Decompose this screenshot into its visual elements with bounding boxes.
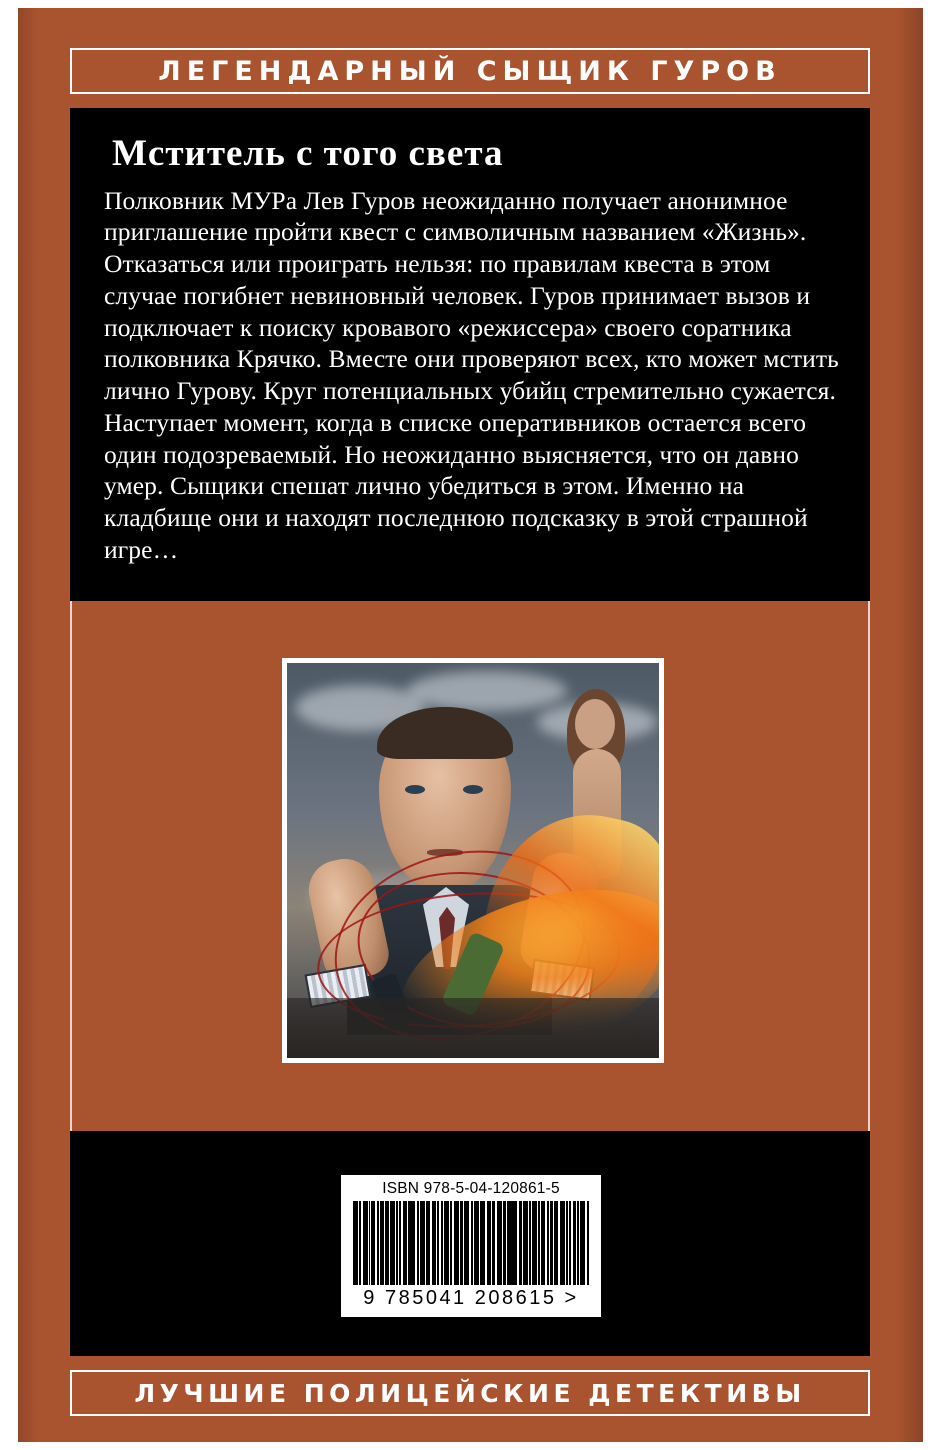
man-right-eye: [463, 785, 483, 794]
series-banner-top: [70, 48, 870, 94]
barcode-digits: 9 785041 208615 >: [363, 1287, 579, 1309]
series-banner-top-label: ЛЕГЕНДАРНЫЙ СЫЩИК ГУРОВ: [158, 55, 782, 87]
artwork-frame: [282, 658, 664, 1063]
book-title: Мститель с того света: [112, 133, 504, 174]
woman-head-shape: [575, 699, 615, 749]
artwork-area: [70, 601, 870, 1131]
cover-left-shading: [18, 8, 38, 1442]
cloud-shape: [407, 671, 567, 711]
barcode: [340, 1174, 602, 1318]
ground-shadow: [287, 998, 659, 1058]
book-cover: [18, 8, 923, 1442]
annotation-panel: [70, 108, 870, 601]
book-blurb: Полковник МУРа Лев Гуров неожиданно получает анонимное приглашение пройти квест с символичным названием «Жизнь». Отказаться или проиграть нельзя: по правилам квеста в этом случае погибнет невиновный человек. Гуров принимает вызов и подключает к поиску кровавого «режиссера» своего соратника полковника Крячко. Вместе они проверяют всех, кто может мстить лично Гурову. Круг потенциальных убийц стремительно сужается. Наступает момент, когда в списке оперативников остается всего один подозреваемый. Но неожиданно выясняется, что он давно умер. Сыщики спешат лично убедиться в этом. Именно на кладбище они и находят последнюю подсказку в этой страшной игре…: [104, 185, 839, 564]
series-banner-bottom-label: ЛУЧШИЕ ПОЛИЦЕЙСКИЕ ДЕТЕКТИВЫ: [134, 1378, 806, 1408]
man-left-eye: [405, 785, 425, 794]
barcode-bars: [353, 1201, 589, 1285]
cover-right-shading: [897, 8, 923, 1442]
barcode-panel: [70, 1131, 870, 1356]
series-banner-bottom: [70, 1370, 870, 1416]
cover-artwork: [287, 663, 659, 1058]
isbn-label: ISBN 978-5-04-120861-5: [382, 1180, 560, 1197]
